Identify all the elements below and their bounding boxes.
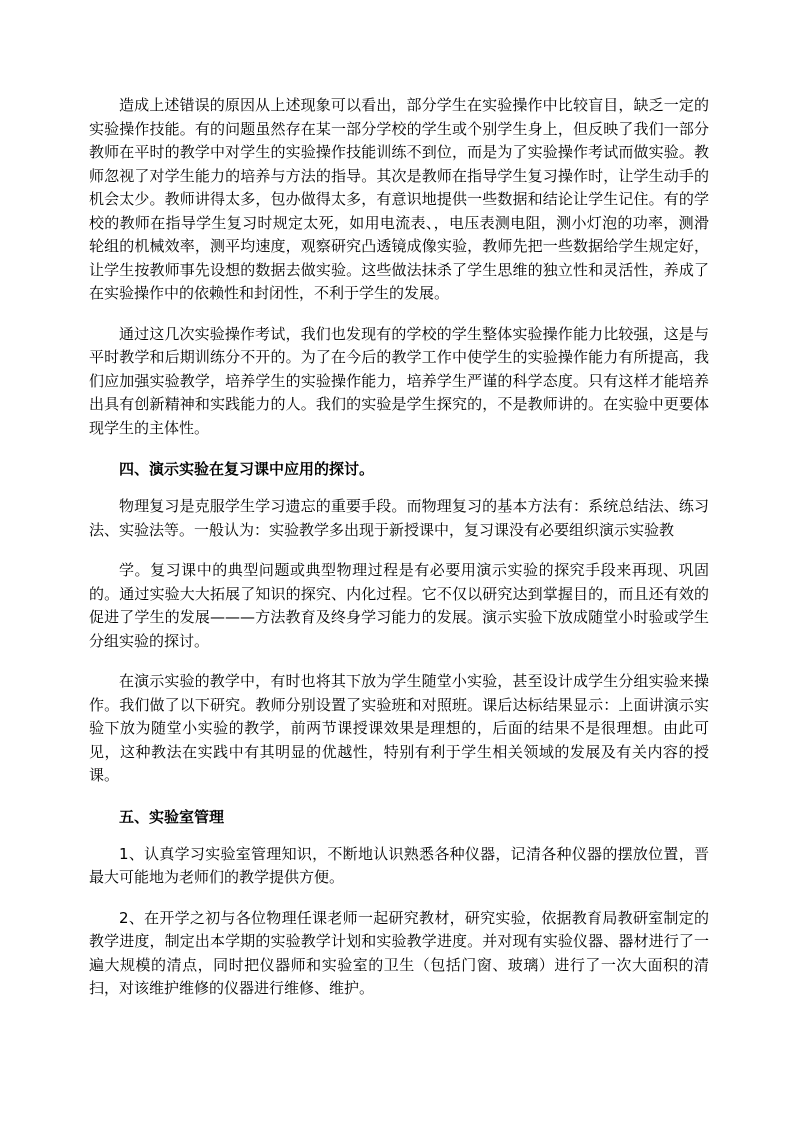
paragraph-exam-findings: 通过这几次实验操作考试，我们也发现有的学校的学生整体实验操作能力比较强，这是与平时教学和后期训练分不开的。为了在今后的教学工作中使学生的实验操作能力有所提高，我们应加强实验教学，培养学生的实验操作能力，培养学生严谨的科学态度。只有这样才能培养出具有创新精神和实践能力的人。我们的实验是学生探究的，不是教师讲的。在实验中更要体现学生的主体性。 (89, 324, 709, 437)
paragraph-review-methods: 物理复习是克服学生学习遗忘的重要手段。而物理复习的基本方法有：系统总结法、练习法、实验法等。一般认为：实验教学多出现于新授课中，复习课没有必要组织演示实验教 (89, 497, 709, 539)
heading-section-four: 四、演示实验在复习课中应用的探讨。 (119, 460, 375, 478)
paragraph-lab-management-2: 2、在开学之初与各位物理任课老师一起研究教材，研究实验，依据教育局教研室制定的教学进度，制定出本学期的实验教学计划和实验教学进度。并对现有实验仪器、器材进行了一遍大规模的清点，同时把仪器师和实验室的卫生（包括门窗、玻璃）进行了一次大面积的清扫，对该维护维修的仪器进行维修、维护。 (89, 908, 709, 997)
heading-section-five: 五、实验室管理 (119, 807, 225, 826)
document-page (89, 94, 709, 1018)
paragraph-demonstration-research: 在演示实验的教学中，有时也将其下放为学生随堂小实验，甚至设计成学生分组实验来操作。我们做了以下研究。教师分别设置了实验班和对照班。课后达标结果显示：上面讲演示实验下放为随堂小实验的教学，前两节课授课效果是理想的，后面的结果不是很理想。由此可见，这种教法在实践中有其明显的优越性，特别有利于学生相关领域的发展及有关内容的授课。 (89, 672, 709, 784)
paragraph-error-causes: 造成上述错误的原因从上述现象可以看出，部分学生在实验操作中比较盲目，缺乏一定的实验操作技能。有的问题虽然存在某一部分学校的学生或个别学生身上，但反映了我们一部分教师在平时的教学中对学生的实验操作技能训练不到位，而是为了实验操作考试而做实验。教师忽视了对学生能力的培养与方法的指导。其次是教师在指导学生复习操作时，让学生动手的机会太少。教师讲得太多，包办做得太多，有意识地提供一些数据和结论让学生记住。有的学校的教师在指导学生复习时规定太死，如用电流表、，电压表测电阻，测小灯泡的功率，测滑轮组的机械效率，测平均速度，观察研究凸透镜成像实验，教师先把一些数据给学生规定好，让学生按教师事先设想的数据去做实验。这些做法抹杀了学生思维的独立性和灵活性，养成了在实验操作中的依赖性和封闭性，不利于学生的发展。 (89, 96, 709, 302)
paragraph-lab-management-1: 1、认真学习实验室管理知识，不断地认识熟悉各种仪器，记清各种仪器的摆放位置，晋最大可能地为老师们的教学提供方便。 (89, 844, 709, 886)
paragraph-review-demonstration: 学。复习课中的典型问题或典型物理过程是有必要用演示实验的探究手段来再现、巩固的。通过实验大大拓展了知识的探究、内化过程。它不仅以研究达到掌握目的，而且还有效的促进了学生的发展———方法教育及终身学习能力的发展。演示实验下放成随堂小时验或学生分组实验的探讨。 (89, 561, 709, 650)
